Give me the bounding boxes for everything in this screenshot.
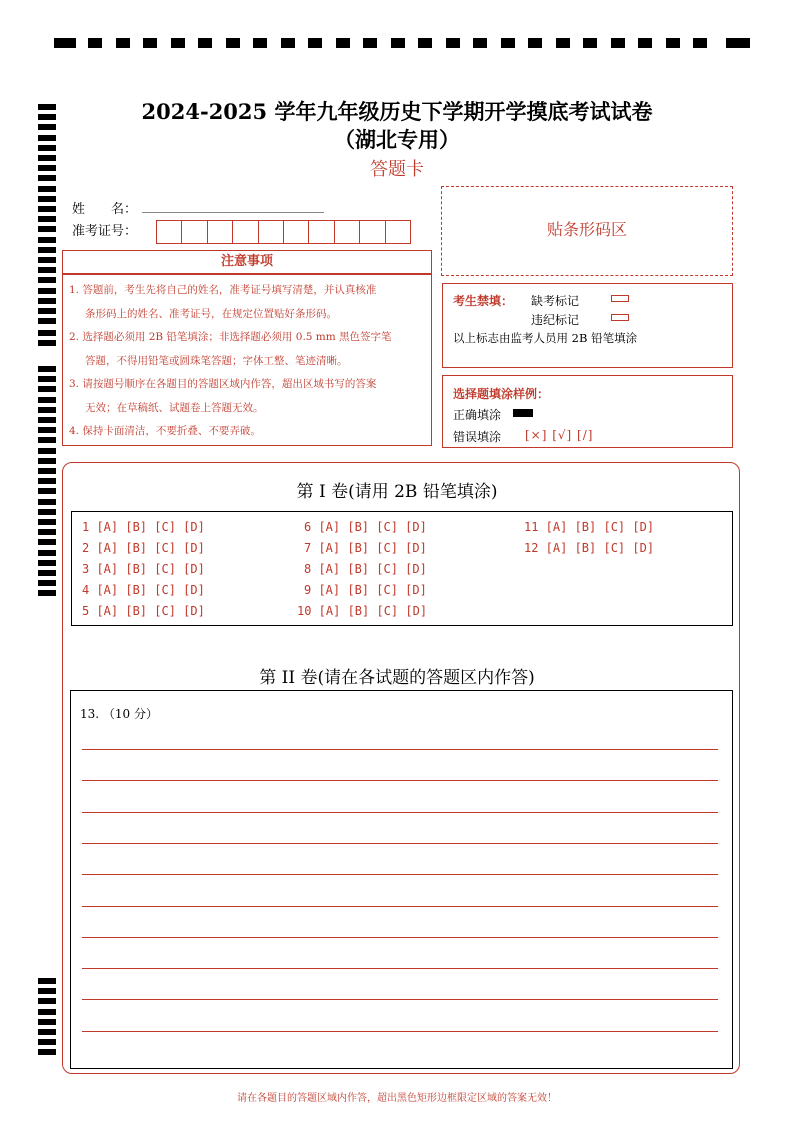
alignment-mark	[693, 38, 707, 48]
examiner-note: 以上标志由监考人员用 2B 铅笔填涂	[453, 331, 638, 345]
notice-item: 3. 请按题号顺序在各题目的答题区域内作答，超出区域书写的答案	[69, 378, 377, 390]
fill-sample-box	[442, 375, 733, 448]
alignment-mark	[38, 539, 56, 545]
exam-subtitle: （湖北专用）	[334, 127, 460, 152]
alignment-mark	[38, 1049, 56, 1055]
alignment-mark	[143, 38, 157, 48]
exam-title: 2024-2025 学年九年级历史下学期开学摸底考试试卷	[141, 99, 653, 124]
section2-title: 第 II 卷(请在各试题的答题区内作答)	[259, 668, 535, 688]
alignment-mark	[116, 38, 130, 48]
notice-item: 答题，不得用铅笔或圆珠笔答题；字体工整、笔迹清晰。	[85, 354, 348, 367]
answer-line[interactable]	[82, 968, 718, 969]
alignment-mark	[38, 318, 56, 324]
alignment-mark	[38, 407, 56, 413]
alignment-mark	[38, 1039, 56, 1045]
exam-id-digit-box[interactable]	[156, 220, 182, 244]
mc-question-row[interactable]: 11 [A] [B] [C] [D]	[524, 520, 655, 534]
alignment-mark	[38, 978, 56, 984]
alignment-mark	[38, 448, 56, 454]
alignment-mark	[38, 550, 56, 556]
barcode-area: 贴条形码区	[441, 186, 733, 276]
examiner-only-box	[442, 283, 733, 368]
answer-card-label: 答题卡	[370, 159, 424, 180]
alignment-mark	[38, 298, 56, 304]
notice-item: 条形码上的姓名、准考证号，在规定位置贴好条形码。	[85, 307, 337, 320]
answer-line[interactable]	[82, 937, 718, 938]
mc-question-row[interactable]: 9 [A] [B] [C] [D]	[304, 583, 427, 597]
exam-id-digit-box[interactable]	[258, 220, 284, 244]
violation-mark-label: 违纪标记	[531, 313, 580, 327]
alignment-mark	[198, 38, 212, 48]
alignment-mark	[38, 288, 56, 294]
alignment-mark	[38, 519, 56, 525]
top-alignment-marks	[54, 38, 750, 50]
alignment-mark	[38, 580, 56, 586]
answer-line[interactable]	[82, 1031, 718, 1032]
answer-line[interactable]	[82, 906, 718, 907]
alignment-mark	[38, 226, 56, 232]
alignment-mark	[54, 38, 76, 48]
alignment-mark	[473, 38, 487, 48]
fill-sample-heading: 选择题填涂样例：	[453, 387, 550, 401]
name-field[interactable]	[142, 212, 324, 213]
alignment-mark	[38, 386, 56, 392]
alignment-mark	[583, 38, 597, 48]
alignment-mark	[38, 417, 56, 423]
name-label: 姓 名：	[72, 202, 138, 217]
mc-question-row[interactable]: 2 [A] [B] [C] [D]	[82, 541, 205, 555]
alignment-mark	[38, 308, 56, 314]
exam-id-digit-box[interactable]	[207, 220, 233, 244]
alignment-mark	[611, 38, 625, 48]
alignment-mark	[38, 1029, 56, 1035]
answer-line[interactable]	[82, 874, 718, 875]
exam-id-label: 准考证号：	[72, 224, 138, 239]
alignment-mark	[38, 257, 56, 263]
alignment-mark	[281, 38, 295, 48]
written-answer-box[interactable]	[70, 690, 733, 1069]
alignment-mark	[253, 38, 267, 48]
alignment-mark	[38, 458, 56, 464]
answer-line[interactable]	[82, 999, 718, 1000]
mc-question-row[interactable]: 4 [A] [B] [C] [D]	[82, 583, 205, 597]
exam-id-digit-box[interactable]	[385, 220, 411, 244]
section1-title: 第 I 卷(请用 2B 铅笔填涂)	[296, 482, 498, 502]
mc-question-row[interactable]: 8 [A] [B] [C] [D]	[304, 562, 427, 576]
alignment-mark	[38, 560, 56, 566]
correct-fill-example	[513, 409, 533, 417]
answer-line[interactable]	[82, 843, 718, 844]
alignment-mark	[38, 330, 56, 336]
exam-id-digit-box[interactable]	[359, 220, 385, 244]
alignment-mark	[88, 38, 102, 48]
alignment-mark	[38, 570, 56, 576]
mc-question-row[interactable]: 7 [A] [B] [C] [D]	[304, 541, 427, 555]
alignment-mark	[336, 38, 350, 48]
alignment-mark	[446, 38, 460, 48]
exam-id-digit-box[interactable]	[232, 220, 258, 244]
exam-id-digit-box[interactable]	[308, 220, 334, 244]
alignment-mark	[38, 340, 56, 346]
exam-id-digit-box[interactable]	[181, 220, 207, 244]
alignment-mark	[38, 988, 56, 994]
answer-line[interactable]	[82, 749, 718, 750]
alignment-mark	[38, 529, 56, 535]
alignment-mark	[38, 397, 56, 403]
alignment-mark	[418, 38, 432, 48]
alignment-mark	[638, 38, 652, 48]
alignment-mark	[38, 509, 56, 515]
mc-question-row[interactable]: 5 [A] [B] [C] [D]	[82, 604, 205, 618]
absent-mark-box[interactable]	[611, 295, 629, 302]
alignment-mark	[38, 437, 56, 443]
answer-line[interactable]	[82, 812, 718, 813]
alignment-mark	[38, 1019, 56, 1025]
alignment-mark	[556, 38, 570, 48]
alignment-mark	[38, 216, 56, 222]
alignment-mark	[38, 366, 56, 372]
exam-id-digit-box[interactable]	[283, 220, 309, 244]
mc-question-row[interactable]: 10 [A] [B] [C] [D]	[297, 604, 428, 618]
alignment-mark	[38, 427, 56, 433]
examiner-only-heading: 考生禁填：	[453, 294, 514, 308]
notice-item: 无效；在草稿纸、试题卷上答题无效。	[85, 401, 264, 414]
alignment-mark	[666, 38, 680, 48]
notice-item: 1. 答题前，考生先将自己的姓名，准考证号填写清楚，并认真核准	[69, 284, 377, 296]
alignment-mark	[726, 38, 750, 48]
answer-line[interactable]	[82, 780, 718, 781]
alignment-mark	[38, 998, 56, 1004]
exam-id-digit-box[interactable]	[334, 220, 360, 244]
question-13-label: 13. （10 分）	[80, 707, 158, 721]
alignment-mark	[38, 186, 56, 192]
alignment-mark	[38, 196, 56, 202]
mc-question-row[interactable]: 3 [A] [B] [C] [D]	[82, 562, 205, 576]
alignment-mark	[38, 277, 56, 283]
notice-item: 2. 选择题必须用 2B 铅笔填涂；非选择题必须用 0.5 mm 黑色签字笔	[69, 331, 392, 343]
correct-fill-label: 正确填涂	[453, 408, 502, 422]
alignment-mark	[528, 38, 542, 48]
mc-question-row[interactable]: 6 [A] [B] [C] [D]	[304, 520, 427, 534]
alignment-mark	[38, 376, 56, 382]
alignment-mark	[226, 38, 240, 48]
alignment-mark	[38, 206, 56, 212]
absent-mark-label: 缺考标记	[531, 294, 580, 308]
notice-heading: 注意事项	[62, 250, 432, 274]
alignment-mark	[38, 468, 56, 474]
wrong-fill-label: 错误填涂	[453, 430, 502, 444]
notice-box	[62, 274, 432, 446]
alignment-mark	[38, 1009, 56, 1015]
mc-question-row[interactable]: 1 [A] [B] [C] [D]	[82, 520, 205, 534]
notice-item: 4. 保持卡面清洁，不要折叠、不要弄破。	[69, 425, 261, 437]
mc-question-row[interactable]: 12 [A] [B] [C] [D]	[524, 541, 655, 555]
footer-warning: 请在各题目的答题区域内作答，超出黑色矩形边框限定区域的答案无效！	[237, 1093, 557, 1104]
alignment-mark	[363, 38, 377, 48]
alignment-mark	[38, 590, 56, 596]
alignment-mark	[38, 247, 56, 253]
alignment-mark	[501, 38, 515, 48]
alignment-mark	[38, 267, 56, 273]
alignment-mark	[391, 38, 405, 48]
alignment-mark	[38, 237, 56, 243]
exam-id-boxes[interactable]	[156, 220, 410, 244]
violation-mark-box[interactable]	[611, 314, 629, 321]
alignment-mark	[308, 38, 322, 48]
alignment-mark	[171, 38, 185, 48]
wrong-fill-examples: [×] [√] [/]	[525, 428, 594, 442]
